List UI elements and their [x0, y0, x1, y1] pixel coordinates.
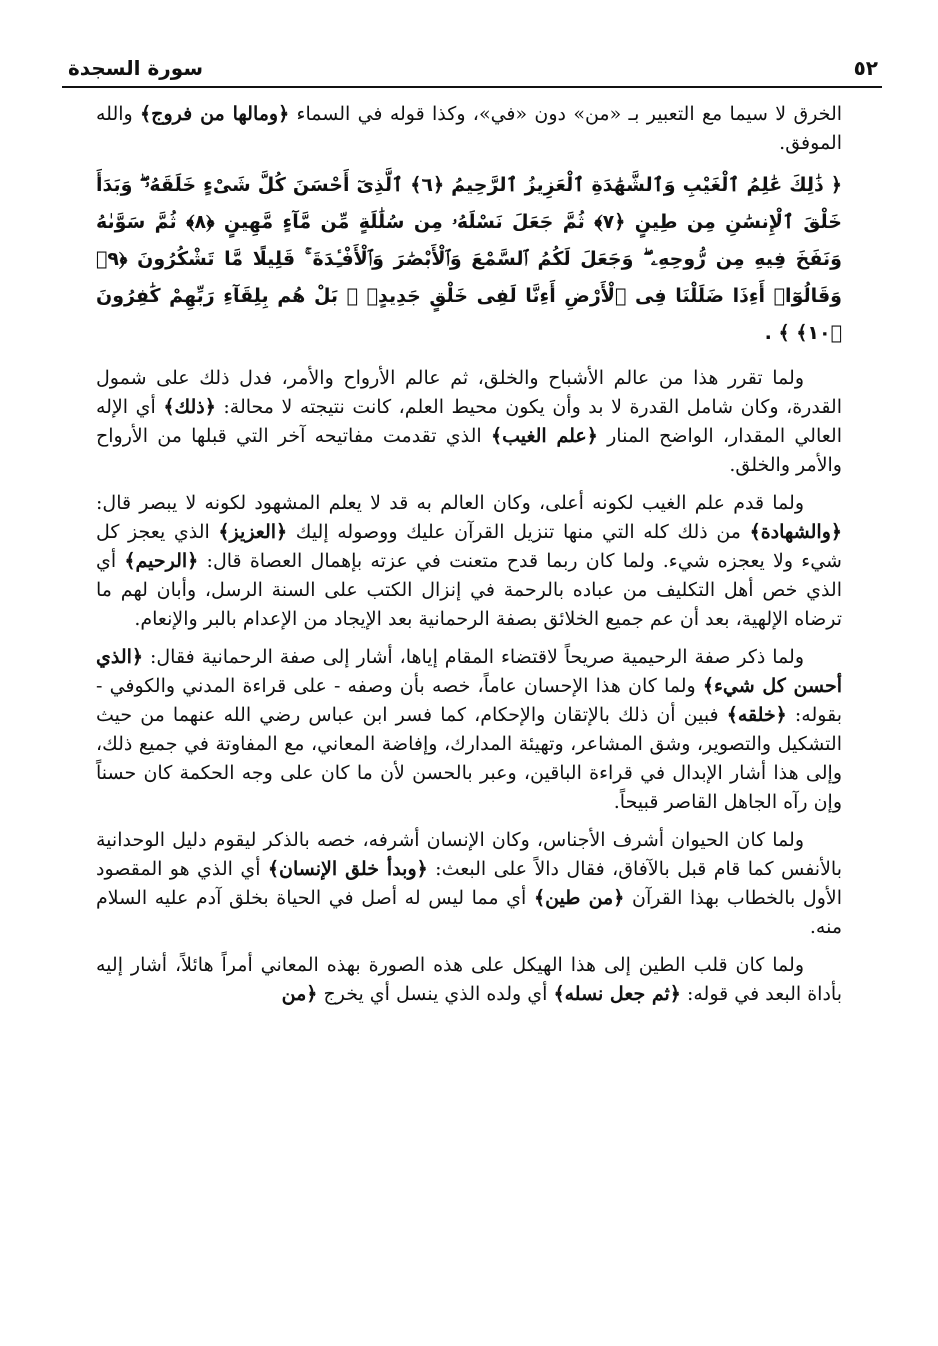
paragraph	[96, 951, 842, 1009]
quran-quote: ﴿ذلك﴾	[163, 396, 216, 418]
text-segment: الخرق لا سيما مع التعبير بـ «من» دون «في»، وكذا قوله في السماء	[289, 103, 843, 125]
quran-quote: ﴿من	[281, 983, 318, 1005]
text-segment: من ذلك كله التي منها تنزيل القرآن عليك ووصوله إليك	[287, 521, 750, 543]
quran-quote: ﴿علم الغيب﴾	[490, 425, 598, 447]
paragraph	[96, 100, 842, 158]
quran-quote: ﴿الرحيم﴾	[124, 550, 199, 572]
text-segment: الذي تقدمت مفاتيحه آخر التي قبلها من الأرواح والأمر والخلق.	[96, 425, 842, 476]
text-segment: الذي يعجز كل شيء ولا يعجزه شيء. ولما كان ربما قدح متعنت في عزته بإهمال العصاة قال:	[96, 521, 842, 572]
quran-quote: ﴿ومالها من فروج﴾	[140, 103, 290, 125]
text-segment: أي ولده الذي ينسل أي يخرج	[317, 983, 554, 1005]
text-segment: ولما كان الحيوان أشرف الأجناس، وكان الإنسان أشرفه، خصه بالذكر ليقوم دليل الوحدانية بالأنفس كما قام قبل بالآفاق، فقال دالاً على البعث:	[96, 829, 843, 880]
quran-quote: ﴿من طين﴾	[533, 887, 625, 909]
page-number: ٥٢	[853, 56, 878, 80]
quran-quote: ﴿الذي أحسن كل شيء﴾	[96, 646, 842, 697]
quran-quote: ﴿ثم جعل نسله﴾	[553, 983, 681, 1005]
text-segment: والله الموفق.	[96, 103, 842, 154]
paragraph	[96, 643, 842, 817]
quran-verse-block: ﴿ ذَٰلِكَ عَٰلِمُ ٱلْغَيْبِ وَٱلشَّهَٰدَةِ ٱلْعَزِيزُ ٱلرَّحِيمُ ﴿٦﴾ ٱلَّذِىٓ أَحْسَنَ كُلَّ شَىْءٍ خَلَقَهُۥ ۖ وَبَدَأَ خَلْقَ ٱلْإِنسَٰنِ مِن طِينٍ ﴿٧﴾ ثُمَّ جَعَلَ نَسْلَهُۥ مِن سُلَٰلَةٍ مِّن مَّآءٍ مَّهِينٍ ﴿٨﴾ ثُمَّ سَوَّىٰهُ وَنَفَخَ فِيهِ مِن رُّوحِهِۦ ۖ وَجَعَلَ لَكُمُ ٱلسَّمْعَ وَٱلْأَبْصَٰرَ وَٱلْأَفْـِٔدَةَ ۚ قَلِيلًا مَّا تَشْكُرُونَ ﴿٩﴾ وَقَالُوٓا۟ أَءِذَا ضَلَلْنَا فِى ٱلْأَرْضِ أَءِنَّا لَفِى خَلْقٍ جَدِيدٍۭ ۚ بَلْ هُم بِلِقَآءِ رَبِّهِمْ كَٰفِرُونَ ﴿١٠﴾ ﴾ .	[96, 174, 842, 344]
paragraph	[96, 364, 842, 480]
text-segment: ولما تقرر هذا من عالم الأشباح والخلق، ثم عالم الأرواح والأمر، فدل ذلك على شمول القدرة، وكان شامل القدرة لا بد وأن يكون محيط العلم، كانت نتيجته لا محالة:	[96, 367, 842, 418]
text-segment: أي الإله العالي المقدار، الواضح المنار	[96, 396, 842, 447]
quran-quote: ﴿العزيز﴾	[218, 521, 288, 543]
paragraph	[96, 826, 842, 942]
quran-quote: ﴿وبدأ خلق الإنسان﴾	[267, 858, 428, 880]
surah-title: سورة السجدة	[68, 56, 203, 80]
text-segment: أي الذي خص أهل التكليف من عباده بالرحمة في إنزال الكتب على السنة الرسل، وأبان لهم ما ترضاه الإلهية، بعد أن عم جميع الخلائق بصفة الرحمانية بعد الإيجاد من الإعدام بالبر والإنعام.	[96, 550, 842, 630]
paragraph	[96, 489, 842, 634]
quran-quote: ﴿خلقه﴾	[726, 704, 787, 726]
text-segment: ولما ذكر صفة الرحيمية صريحاً لاقتضاء المقام إياها، أشار إلى صفة الرحمانية فقال:	[143, 646, 804, 668]
text-segment: فبين أن ذلك بالإتقان والإحكام، كما فسر ابن عباس رضي الله عنهما من حيث التشكيل والتصوير، وشق المشاعر، وتهيئة المدارك، وإفاضة المعاني، مع المفاوتة في جميع ذلك، وإلى هذا أشار الإبدال في قراءة الباقين، وعبر بالحسن لأن ما كان على وجه الحكمة كان حسناً وإن رآه الجاهل القاصر قبيحاً.	[96, 704, 842, 813]
page-body	[96, 100, 842, 1018]
text-segment: أي مما ليس له أصل في الحياة بخلق آدم عليه السلام منه.	[96, 887, 842, 938]
text-segment: ولما كان هذا الإحسان عاماً، خصه بأن وصفه - على قراءة المدني والكوفي - بقوله:	[96, 675, 842, 726]
text-segment: ولما قدم علم الغيب لكونه أعلى، وكان العالم به قد لا يعلم المشهود لكونه لا يبصر قال:	[96, 492, 804, 514]
text-segment: أي الذي هو المقصود الأول بالخطاب بهذا القرآن	[96, 858, 843, 909]
quran-quote: ﴿والشهادة﴾	[749, 521, 842, 543]
text-segment: ولما كان قلب الطين إلى هذا الهيكل على هذه الصورة بهذه المعاني أمراً هائلاً، أشار إليه بأداة البعد في قوله:	[96, 954, 842, 1005]
page-header	[62, 52, 882, 88]
